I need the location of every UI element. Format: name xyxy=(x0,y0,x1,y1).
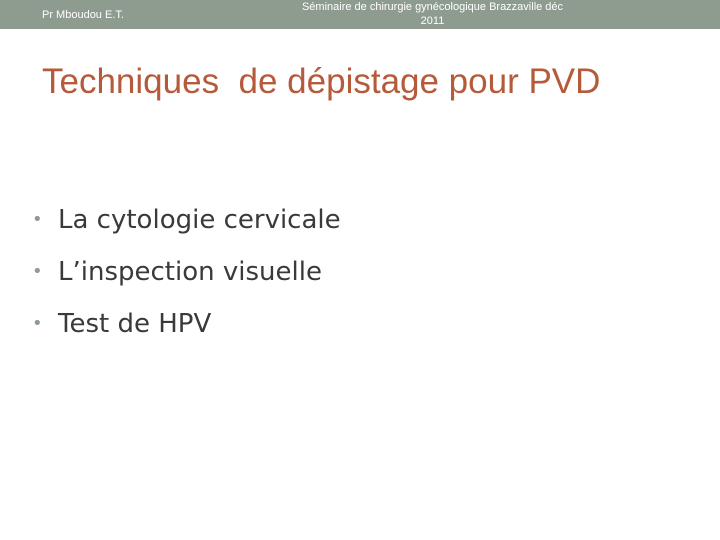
bullet-text: L’inspection visuelle xyxy=(58,257,322,287)
author-label: Pr Mboudou E.T. xyxy=(42,9,124,21)
bullet-item xyxy=(32,298,341,350)
slide-title: Techniques de dépistage pour PVD xyxy=(42,62,601,101)
header-bar xyxy=(0,0,720,29)
bullet-text: La cytologie cervicale xyxy=(58,205,341,235)
bullet-icon: • xyxy=(32,209,43,230)
event-line-1: Séminaire de chirurgie gynécologique Brazzaville déc xyxy=(301,1,564,13)
bullet-text: Test de HPV xyxy=(58,309,212,339)
bullet-list xyxy=(32,194,341,350)
bullet-item xyxy=(32,194,341,246)
bullet-icon: • xyxy=(32,313,43,334)
bullet-item xyxy=(32,246,341,298)
event-label xyxy=(280,0,585,28)
bullet-icon: • xyxy=(32,261,43,282)
event-line-2: 2011 xyxy=(420,15,445,27)
